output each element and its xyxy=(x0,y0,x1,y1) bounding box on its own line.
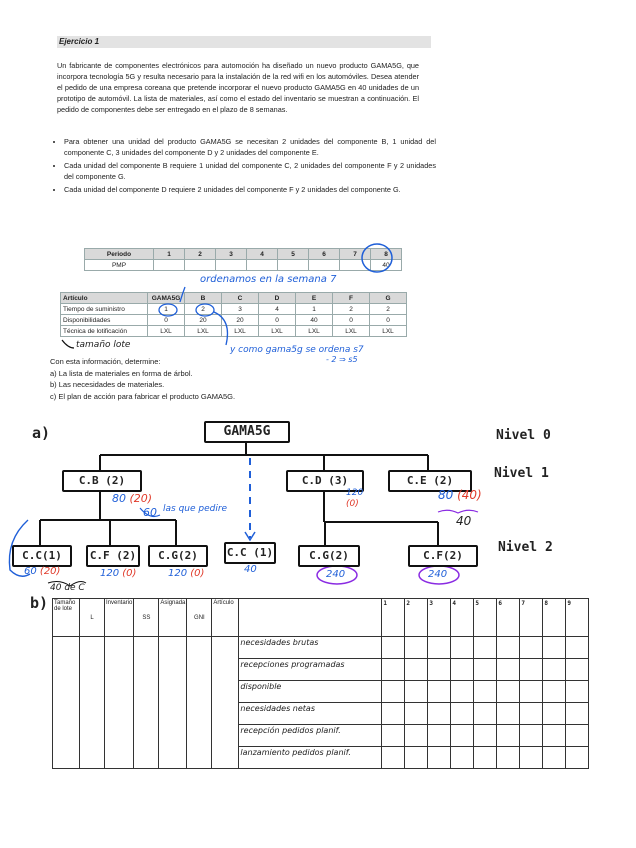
e-note-1: 80 xyxy=(438,488,454,502)
plan-header-cell: GNI xyxy=(187,599,212,637)
level-label-1: Nivel 1 xyxy=(494,466,549,481)
node-d-g: C.G(2) xyxy=(298,545,360,567)
question-c: c) El plan de acción para fabricar el producto GAMA5G. xyxy=(50,391,236,401)
e-qty-notes xyxy=(438,488,482,502)
mps-period: 7 xyxy=(340,249,371,260)
plan-row-label: lanzamiento pedidos planif. xyxy=(239,747,382,769)
d-note-2: (0) xyxy=(346,499,359,509)
node-c-direct: C.C (1) xyxy=(224,542,276,564)
plan-period: 9 xyxy=(566,599,589,637)
plan-header-cell: SS xyxy=(134,599,159,637)
note-como-gama: y como gama5g se ordena s7 xyxy=(230,345,364,355)
plan-period: 3 xyxy=(428,599,451,637)
note-ordenamos: ordenamos en la semana 7 xyxy=(200,274,337,285)
bullet-2: • Cada unidad del componente B requiere 1 unidad del componente C, 2 unidades del componente F y 2 unidades del componente G. xyxy=(64,160,436,182)
cf-note: 120 xyxy=(100,568,120,579)
note-tamano-lote: tamaño lote xyxy=(76,340,131,350)
question-a: a) La lista de materiales en forma de árbol. xyxy=(50,368,193,378)
node-b-g: C.G(2) xyxy=(148,545,208,567)
question-b: b) Las necesidades de materiales. xyxy=(50,380,165,389)
node-root: GAMA5G xyxy=(204,421,290,443)
c-direct-note: 40 xyxy=(244,564,257,575)
mps-period: 3 xyxy=(216,249,247,260)
exercise-title: Ejercicio 1 xyxy=(57,36,431,48)
dg-note: 240 xyxy=(326,569,346,580)
inventory-cell: 2 xyxy=(370,304,407,315)
d-qty-notes xyxy=(346,488,363,510)
plan-header-cell: Inventario xyxy=(105,599,134,637)
cf-note-2: (0) xyxy=(122,568,137,579)
cc-note-1: 60 xyxy=(24,566,37,577)
mrp-plan-table xyxy=(52,598,589,769)
cg-note: 120 xyxy=(168,568,188,579)
inventory-cell: 0 xyxy=(370,315,407,326)
cc-note-2: (20) xyxy=(39,566,61,577)
mps-period: 8 xyxy=(371,249,402,260)
inventory-cell: LXL xyxy=(148,326,185,337)
inventory-cell: LXL xyxy=(185,326,222,337)
inventory-cell: 2 xyxy=(333,304,370,315)
mps-period: 4 xyxy=(247,249,278,260)
inventory-row-label: Tiempo de suministro xyxy=(61,304,148,315)
cg-qty-notes xyxy=(168,568,204,579)
mps-period: 6 xyxy=(309,249,340,260)
inventory-cell: 1 xyxy=(148,304,185,315)
inventory-header-label: Artículo xyxy=(61,293,148,304)
cc-qty-notes xyxy=(24,566,60,577)
mps-header-label: Periodo xyxy=(85,249,154,260)
plan-header-cell: Tamaño de lote xyxy=(53,599,80,637)
b-note-2: (20) xyxy=(129,492,153,505)
inventory-row-label: Técnica de lotificación xyxy=(61,326,148,337)
cg-note-2: (0) xyxy=(190,568,205,579)
plan-period: 4 xyxy=(451,599,474,637)
plan-row-label: disponible xyxy=(239,681,382,703)
plan-row-label: recepciones programadas xyxy=(239,659,382,681)
node-e: C.E (2) xyxy=(388,470,472,492)
plan-period: 8 xyxy=(543,599,566,637)
level-label-2: Nivel 2 xyxy=(498,540,553,555)
cc-note-3: 40 de C xyxy=(50,583,85,593)
inventory-cell: 0 xyxy=(148,315,185,326)
inventory-cell: 40 xyxy=(296,315,333,326)
inventory-cell: LXL xyxy=(333,326,370,337)
b-qty-notes xyxy=(112,492,152,505)
inventory-cell: LXL xyxy=(296,326,333,337)
plan-period: 7 xyxy=(520,599,543,637)
exercise-paragraph: Un fabricante de componentes electrónicos para automoción ha diseñado un nuevo producto GAMA5G, que incorpora tecnología 5G y resulta necesario para la instalación de la red wifi en los automóviles. Desea atender el pedido de una empresa coreana que pretende incorporar el nuevo producto GAMA5G en 40 unidades de un prototipo de automóvil. La lista de materiales, así como el estado del inventario se muestran a continuación. El pedido de componentes debe ser entregado en el plazo de 8 semanas. xyxy=(57,61,419,114)
mps-period: 5 xyxy=(278,249,309,260)
e-note-3: 40 xyxy=(456,514,472,528)
d-note-1: 120 xyxy=(346,488,364,498)
plan-row-label: necesidades netas xyxy=(239,703,382,725)
plan-row-label: necesidades brutas xyxy=(239,637,382,659)
inventory-cell: LXL xyxy=(259,326,296,337)
bullet-1: • Para obtener una unidad del producto GAMA5G se necesitan 2 unidades del componente B, 1 unidad del componente C, 3 unidades del componente D y 2 unidades del componente E. xyxy=(64,136,436,158)
tree-section-label: a) xyxy=(32,424,51,442)
plan-section-label: b) xyxy=(30,594,49,612)
node-d-f: C.F(2) xyxy=(408,545,478,567)
inventory-cell: LXL xyxy=(370,326,407,337)
level-label-0: Nivel 0 xyxy=(496,428,551,443)
inventory-cell: 20 xyxy=(185,315,222,326)
inventory-item: G xyxy=(370,293,407,304)
df-note: 240 xyxy=(428,569,448,580)
mps-period: 2 xyxy=(185,249,216,260)
plan-period: 2 xyxy=(405,599,428,637)
plan-period: 5 xyxy=(474,599,497,637)
plan-row-label: recepción pedidos planif. xyxy=(239,725,382,747)
inventory-item: GAMA5G xyxy=(148,293,185,304)
plan-header-cell: Asignada xyxy=(159,599,187,637)
inventory-item: F xyxy=(333,293,370,304)
inventory-cell: 0 xyxy=(333,315,370,326)
bullet-3: • Cada unidad del componente D requiere 2 unidades del componente F y 2 unidades del componente G. xyxy=(64,184,436,195)
node-d: C.D (3) xyxy=(286,470,364,492)
plan-desc-header xyxy=(239,599,382,637)
inventory-cell: 20 xyxy=(222,315,259,326)
inventory-row-label: Disponibilidades xyxy=(61,315,148,326)
inventory-item: B xyxy=(185,293,222,304)
inventory-cell: LXL xyxy=(222,326,259,337)
cf-qty-notes xyxy=(100,568,136,579)
inventory-cell: 3 xyxy=(222,304,259,315)
mps-row-label: PMP xyxy=(85,260,154,271)
b-note-3: 60 xyxy=(143,506,157,519)
plan-period: 1 xyxy=(382,599,405,637)
inventory-item: C xyxy=(222,293,259,304)
node-b-c: C.C(1) xyxy=(12,545,72,567)
e-note-2: (40) xyxy=(457,488,482,502)
inventory-item: D xyxy=(259,293,296,304)
b-note-1: 80 xyxy=(112,492,126,505)
inventory-cell: 0 xyxy=(259,315,296,326)
plan-header-cell: Artículo xyxy=(212,599,239,637)
plan-period: 6 xyxy=(497,599,520,637)
inventory-cell: 2 xyxy=(185,304,222,315)
plan-header-cell: L xyxy=(80,599,105,637)
questions-intro: Con esta información, determine: xyxy=(50,357,161,366)
inventory-item: E xyxy=(296,293,333,304)
mps-cell: 40 xyxy=(371,260,402,271)
inventory-cell: 1 xyxy=(296,304,333,315)
node-b-f: C.F (2) xyxy=(86,545,140,567)
note-minus: - 2 ⇒ s5 xyxy=(326,355,358,364)
inventory-cell: 4 xyxy=(259,304,296,315)
b-note-4: las que pedire xyxy=(163,504,228,514)
mps-period: 1 xyxy=(154,249,185,260)
node-b: C.B (2) xyxy=(62,470,142,492)
